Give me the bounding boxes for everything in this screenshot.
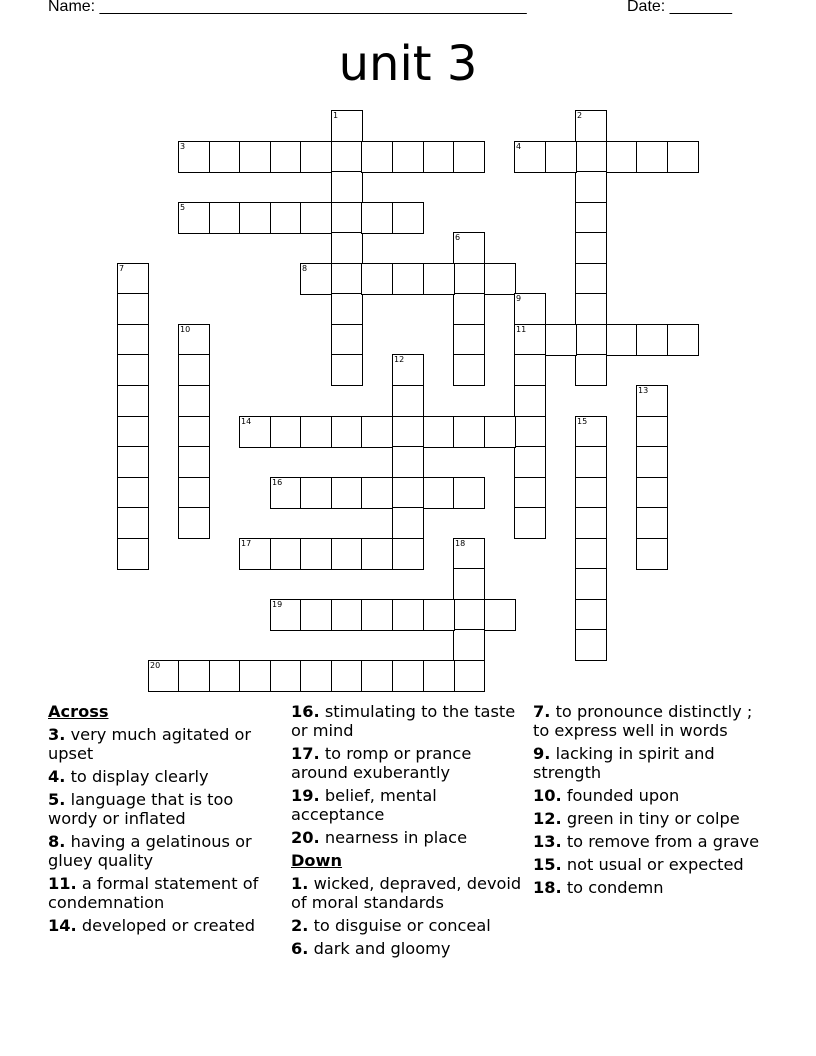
clue-item xyxy=(533,855,773,874)
clue-item-text: nearness in place xyxy=(319,828,468,847)
crossword-cell[interactable] xyxy=(484,263,516,295)
crossword-cell[interactable] xyxy=(514,141,546,173)
crossword-cell[interactable] xyxy=(117,538,149,570)
clue-number: 15 xyxy=(577,417,588,426)
crossword-cell[interactable] xyxy=(331,202,363,234)
crossword-cell[interactable] xyxy=(636,446,668,478)
clue-number: 5 xyxy=(180,203,186,212)
crossword-cell[interactable] xyxy=(636,416,668,448)
clue-item-text: founded upon xyxy=(561,786,680,805)
clue-item xyxy=(291,916,529,935)
crossword-cell[interactable] xyxy=(117,263,149,295)
clue-item xyxy=(291,828,529,847)
crossword-cell[interactable] xyxy=(453,141,485,173)
clue-item-number: 2. xyxy=(291,916,309,935)
clue-item-number: 7. xyxy=(533,702,551,721)
crossword-cell[interactable] xyxy=(361,202,393,234)
crossword-cell[interactable] xyxy=(178,446,210,478)
clue-item-number: 3. xyxy=(48,725,66,744)
crossword-cell[interactable] xyxy=(636,477,668,509)
crossword-cell[interactable] xyxy=(331,416,363,448)
crossword-cell[interactable] xyxy=(331,263,363,295)
across-heading: Across xyxy=(48,702,109,721)
clue-number: 4 xyxy=(516,142,522,151)
crossword-cell[interactable] xyxy=(361,599,393,631)
crossword-cell[interactable] xyxy=(178,416,210,448)
clues-column-3 xyxy=(533,702,773,901)
crossword-cell[interactable] xyxy=(575,324,607,356)
crossword-cell[interactable] xyxy=(392,507,424,539)
clue-item-text: to remove from a grave xyxy=(561,832,760,851)
clue-item xyxy=(291,702,529,740)
crossword-cell[interactable] xyxy=(392,202,424,234)
clue-item-text: green in tiny or colpe xyxy=(561,809,740,828)
crossword-cell[interactable] xyxy=(575,507,607,539)
crossword-cell[interactable] xyxy=(117,354,149,386)
clue-number: 17 xyxy=(241,539,252,548)
crossword-cell[interactable] xyxy=(392,446,424,478)
crossword-cell[interactable] xyxy=(545,324,577,356)
crossword-cell[interactable] xyxy=(453,263,485,295)
clue-item-number: 9. xyxy=(533,744,551,763)
clue-item xyxy=(291,786,529,824)
crossword-cell[interactable] xyxy=(300,263,332,295)
crossword-cell[interactable] xyxy=(514,385,546,417)
clue-item xyxy=(533,832,773,851)
crossword-cell[interactable] xyxy=(392,354,424,386)
crossword-cell[interactable] xyxy=(300,202,332,234)
crossword-cell[interactable] xyxy=(453,416,485,448)
crossword-cell[interactable] xyxy=(453,629,485,661)
clue-number: 16 xyxy=(272,478,283,487)
clue-item xyxy=(48,790,286,828)
crossword-cell[interactable] xyxy=(575,599,607,631)
crossword-cell[interactable] xyxy=(392,385,424,417)
clue-item-text: lacking in spirit and strength xyxy=(533,744,715,782)
crossword-cell[interactable] xyxy=(331,599,363,631)
crossword-cell[interactable] xyxy=(361,538,393,570)
clue-item-text: to display clearly xyxy=(65,767,209,786)
crossword-cell[interactable] xyxy=(270,202,302,234)
crossword-cell[interactable] xyxy=(636,141,668,173)
crossword-cell[interactable] xyxy=(575,171,607,203)
clue-item-number: 19. xyxy=(291,786,320,805)
crossword-cell[interactable] xyxy=(361,263,393,295)
clue-number: 3 xyxy=(180,142,186,151)
clue-number: 19 xyxy=(272,600,283,609)
crossword-cell[interactable] xyxy=(300,599,332,631)
crossword-cell[interactable] xyxy=(423,141,455,173)
crossword-cell[interactable] xyxy=(361,660,393,692)
clue-item-number: 11. xyxy=(48,874,77,893)
crossword-cell[interactable] xyxy=(514,446,546,478)
clue-item xyxy=(533,878,773,897)
crossword-cell[interactable] xyxy=(575,629,607,661)
crossword-cell[interactable] xyxy=(300,416,332,448)
crossword-cell[interactable] xyxy=(453,354,485,386)
crossword-cell[interactable] xyxy=(453,538,485,570)
crossword-cell[interactable] xyxy=(300,141,332,173)
crossword-cell[interactable] xyxy=(423,263,455,295)
clue-item-number: 13. xyxy=(533,832,562,851)
clue-item xyxy=(291,939,529,958)
clue-number: 11 xyxy=(516,325,527,334)
crossword-cell[interactable] xyxy=(331,354,363,386)
crossword-cell[interactable] xyxy=(239,202,271,234)
clue-item-text: a formal statement of condemnation xyxy=(48,874,259,912)
crossword-cell[interactable] xyxy=(117,416,149,448)
crossword-cell[interactable] xyxy=(117,385,149,417)
crossword-cell[interactable] xyxy=(270,477,302,509)
page-title: unit 3 xyxy=(338,36,478,92)
clue-item-text: to romp or prance around exuberantly xyxy=(291,744,472,782)
clue-item-number: 20. xyxy=(291,828,320,847)
crossword-cell[interactable] xyxy=(331,293,363,325)
clue-item-number: 12. xyxy=(533,809,562,828)
crossword-cell[interactable] xyxy=(239,416,271,448)
crossword-cell[interactable] xyxy=(209,202,241,234)
crossword-cell[interactable] xyxy=(331,171,363,203)
across-clue-list-continued xyxy=(291,702,529,847)
crossword-cell[interactable] xyxy=(423,416,455,448)
crossword-cell[interactable] xyxy=(361,477,393,509)
crossword-cell[interactable] xyxy=(117,507,149,539)
clue-item-number: 4. xyxy=(48,767,66,786)
crossword-cell[interactable] xyxy=(453,568,485,600)
crossword-cell[interactable] xyxy=(667,324,699,356)
clue-number: 9 xyxy=(516,294,522,303)
crossword-cell[interactable] xyxy=(423,599,455,631)
clue-item xyxy=(48,916,286,935)
crossword-cell[interactable] xyxy=(392,477,424,509)
crossword-cell[interactable] xyxy=(636,507,668,539)
crossword-cell[interactable] xyxy=(239,660,271,692)
crossword-cell[interactable] xyxy=(178,660,210,692)
crossword-cell[interactable] xyxy=(148,660,180,692)
crossword-cell[interactable] xyxy=(270,660,302,692)
crossword-cell[interactable] xyxy=(453,477,485,509)
clue-item xyxy=(533,702,773,740)
clues-column-2 xyxy=(291,702,529,962)
crossword-cell[interactable] xyxy=(239,538,271,570)
clue-item-number: 14. xyxy=(48,916,77,935)
clue-item-text: not usual or expected xyxy=(561,855,744,874)
crossword-cell[interactable] xyxy=(239,141,271,173)
crossword-cell[interactable] xyxy=(117,446,149,478)
crossword-cell[interactable] xyxy=(514,477,546,509)
across-clue-list xyxy=(48,725,286,935)
crossword-cell[interactable] xyxy=(300,538,332,570)
date-field-label: Date: _______ xyxy=(627,0,732,15)
crossword-cell[interactable] xyxy=(270,538,302,570)
clue-number: 10 xyxy=(180,325,191,334)
crossword-cell[interactable] xyxy=(300,660,332,692)
name-field-label: Name: ________________________________________________ xyxy=(48,0,527,15)
crossword-cell[interactable] xyxy=(209,660,241,692)
clue-item xyxy=(48,874,286,912)
clue-item-text: developed or created xyxy=(76,916,256,935)
clue-item xyxy=(533,809,773,828)
crossword-cell[interactable] xyxy=(331,538,363,570)
clue-item-number: 5. xyxy=(48,790,66,809)
crossword-cell[interactable] xyxy=(575,477,607,509)
crossword-cell[interactable] xyxy=(636,324,668,356)
clue-item xyxy=(48,832,286,870)
crossword-cell[interactable] xyxy=(606,141,638,173)
clue-item-text: having a gelatinous or gluey quality xyxy=(48,832,252,870)
crossword-cell[interactable] xyxy=(117,477,149,509)
clue-item xyxy=(291,874,529,912)
crossword-cell[interactable] xyxy=(606,324,638,356)
crossword-cell[interactable] xyxy=(392,599,424,631)
crossword-cell[interactable] xyxy=(453,660,485,692)
crossword-cell[interactable] xyxy=(331,660,363,692)
crossword-cell[interactable] xyxy=(392,416,424,448)
crossword-cell[interactable] xyxy=(514,416,546,448)
crossword-cell[interactable] xyxy=(575,293,607,325)
down-heading: Down xyxy=(291,851,343,870)
crossword-cell[interactable] xyxy=(484,416,516,448)
crossword-cell[interactable] xyxy=(117,293,149,325)
crossword-cell[interactable] xyxy=(361,141,393,173)
clue-number: 20 xyxy=(150,661,161,670)
clue-item xyxy=(48,725,286,763)
crossword-cell[interactable] xyxy=(270,141,302,173)
crossword-cell[interactable] xyxy=(453,599,485,631)
clue-item-text: language that is too wordy or inflated xyxy=(48,790,234,828)
crossword-cell[interactable] xyxy=(392,263,424,295)
clue-item-number: 1. xyxy=(291,874,309,893)
crossword-cell[interactable] xyxy=(423,477,455,509)
crossword-cell[interactable] xyxy=(545,141,577,173)
down-clue-list xyxy=(291,874,529,958)
crossword-cell[interactable] xyxy=(300,477,332,509)
crossword-cell[interactable] xyxy=(636,385,668,417)
clue-item-number: 16. xyxy=(291,702,320,721)
crossword-cell[interactable] xyxy=(423,660,455,692)
crossword-cell[interactable] xyxy=(178,385,210,417)
crossword-cell[interactable] xyxy=(209,141,241,173)
crossword-cell[interactable] xyxy=(178,507,210,539)
crossword-cell[interactable] xyxy=(514,324,546,356)
down-clue-list-continued xyxy=(533,702,773,897)
clue-item-number: 10. xyxy=(533,786,562,805)
crossword-cell[interactable] xyxy=(575,568,607,600)
crossword-cell[interactable] xyxy=(453,232,485,264)
crossword-cell[interactable] xyxy=(178,477,210,509)
crossword-cell[interactable] xyxy=(575,202,607,234)
clue-number: 13 xyxy=(638,386,649,395)
clues-column-1 xyxy=(48,702,286,939)
crossword-cell[interactable] xyxy=(484,599,516,631)
clue-item-text: to pronounce distinctly ; to express well in words xyxy=(533,702,753,740)
crossword-cell[interactable] xyxy=(331,141,363,173)
clue-number: 7 xyxy=(119,264,125,273)
clue-number: 12 xyxy=(394,355,405,364)
crossword-cell[interactable] xyxy=(331,477,363,509)
clue-item-text: dark and gloomy xyxy=(308,939,451,958)
crossword-cell[interactable] xyxy=(331,232,363,264)
crossword-cell[interactable] xyxy=(667,141,699,173)
crossword-cell[interactable] xyxy=(392,660,424,692)
crossword-cell[interactable] xyxy=(270,599,302,631)
crossword-cell[interactable] xyxy=(270,416,302,448)
clue-number: 1 xyxy=(333,111,339,120)
crossword-cell[interactable] xyxy=(453,293,485,325)
clue-item-text: to condemn xyxy=(561,878,664,897)
crossword-cell[interactable] xyxy=(392,538,424,570)
crossword-cell[interactable] xyxy=(178,354,210,386)
crossword-cell[interactable] xyxy=(331,324,363,356)
clue-number: 6 xyxy=(455,233,461,242)
crossword-cell[interactable] xyxy=(514,354,546,386)
clue-item-number: 18. xyxy=(533,878,562,897)
clue-item-text: belief, mental acceptance xyxy=(291,786,437,824)
crossword-cell[interactable] xyxy=(575,416,607,448)
crossword-cell[interactable] xyxy=(575,446,607,478)
crossword-cell[interactable] xyxy=(392,141,424,173)
crossword-cell[interactable] xyxy=(453,324,485,356)
crossword-cell[interactable] xyxy=(575,141,607,173)
clue-item-number: 17. xyxy=(291,744,320,763)
crossword-cell[interactable] xyxy=(575,232,607,264)
crossword-cell[interactable] xyxy=(575,263,607,295)
clue-item-text: to disguise or conceal xyxy=(308,916,491,935)
crossword-cell[interactable] xyxy=(575,354,607,386)
clue-item xyxy=(533,744,773,782)
clue-number: 14 xyxy=(241,417,252,426)
clue-number: 2 xyxy=(577,111,583,120)
clue-item xyxy=(291,744,529,782)
clue-item-text: wicked, depraved, devoid of moral standards xyxy=(291,874,522,912)
clue-item-number: 15. xyxy=(533,855,562,874)
crossword-cell[interactable] xyxy=(331,110,363,142)
crossword-cell[interactable] xyxy=(575,110,607,142)
crossword-cell[interactable] xyxy=(636,538,668,570)
crossword-cell[interactable] xyxy=(514,293,546,325)
clue-item-number: 6. xyxy=(291,939,309,958)
clue-item-text: stimulating to the taste or mind xyxy=(291,702,516,740)
crossword-cell[interactable] xyxy=(117,324,149,356)
crossword-cell[interactable] xyxy=(178,141,210,173)
crossword-cell[interactable] xyxy=(178,324,210,356)
clue-item-text: very much agitated or upset xyxy=(48,725,252,763)
clue-item xyxy=(48,767,286,786)
clue-item xyxy=(533,786,773,805)
crossword-cell[interactable] xyxy=(514,507,546,539)
clue-number: 18 xyxy=(455,539,466,548)
clue-number: 8 xyxy=(302,264,308,273)
crossword-cell[interactable] xyxy=(361,416,393,448)
clue-item-number: 8. xyxy=(48,832,66,851)
crossword-cell[interactable] xyxy=(178,202,210,234)
crossword-cell[interactable] xyxy=(575,538,607,570)
